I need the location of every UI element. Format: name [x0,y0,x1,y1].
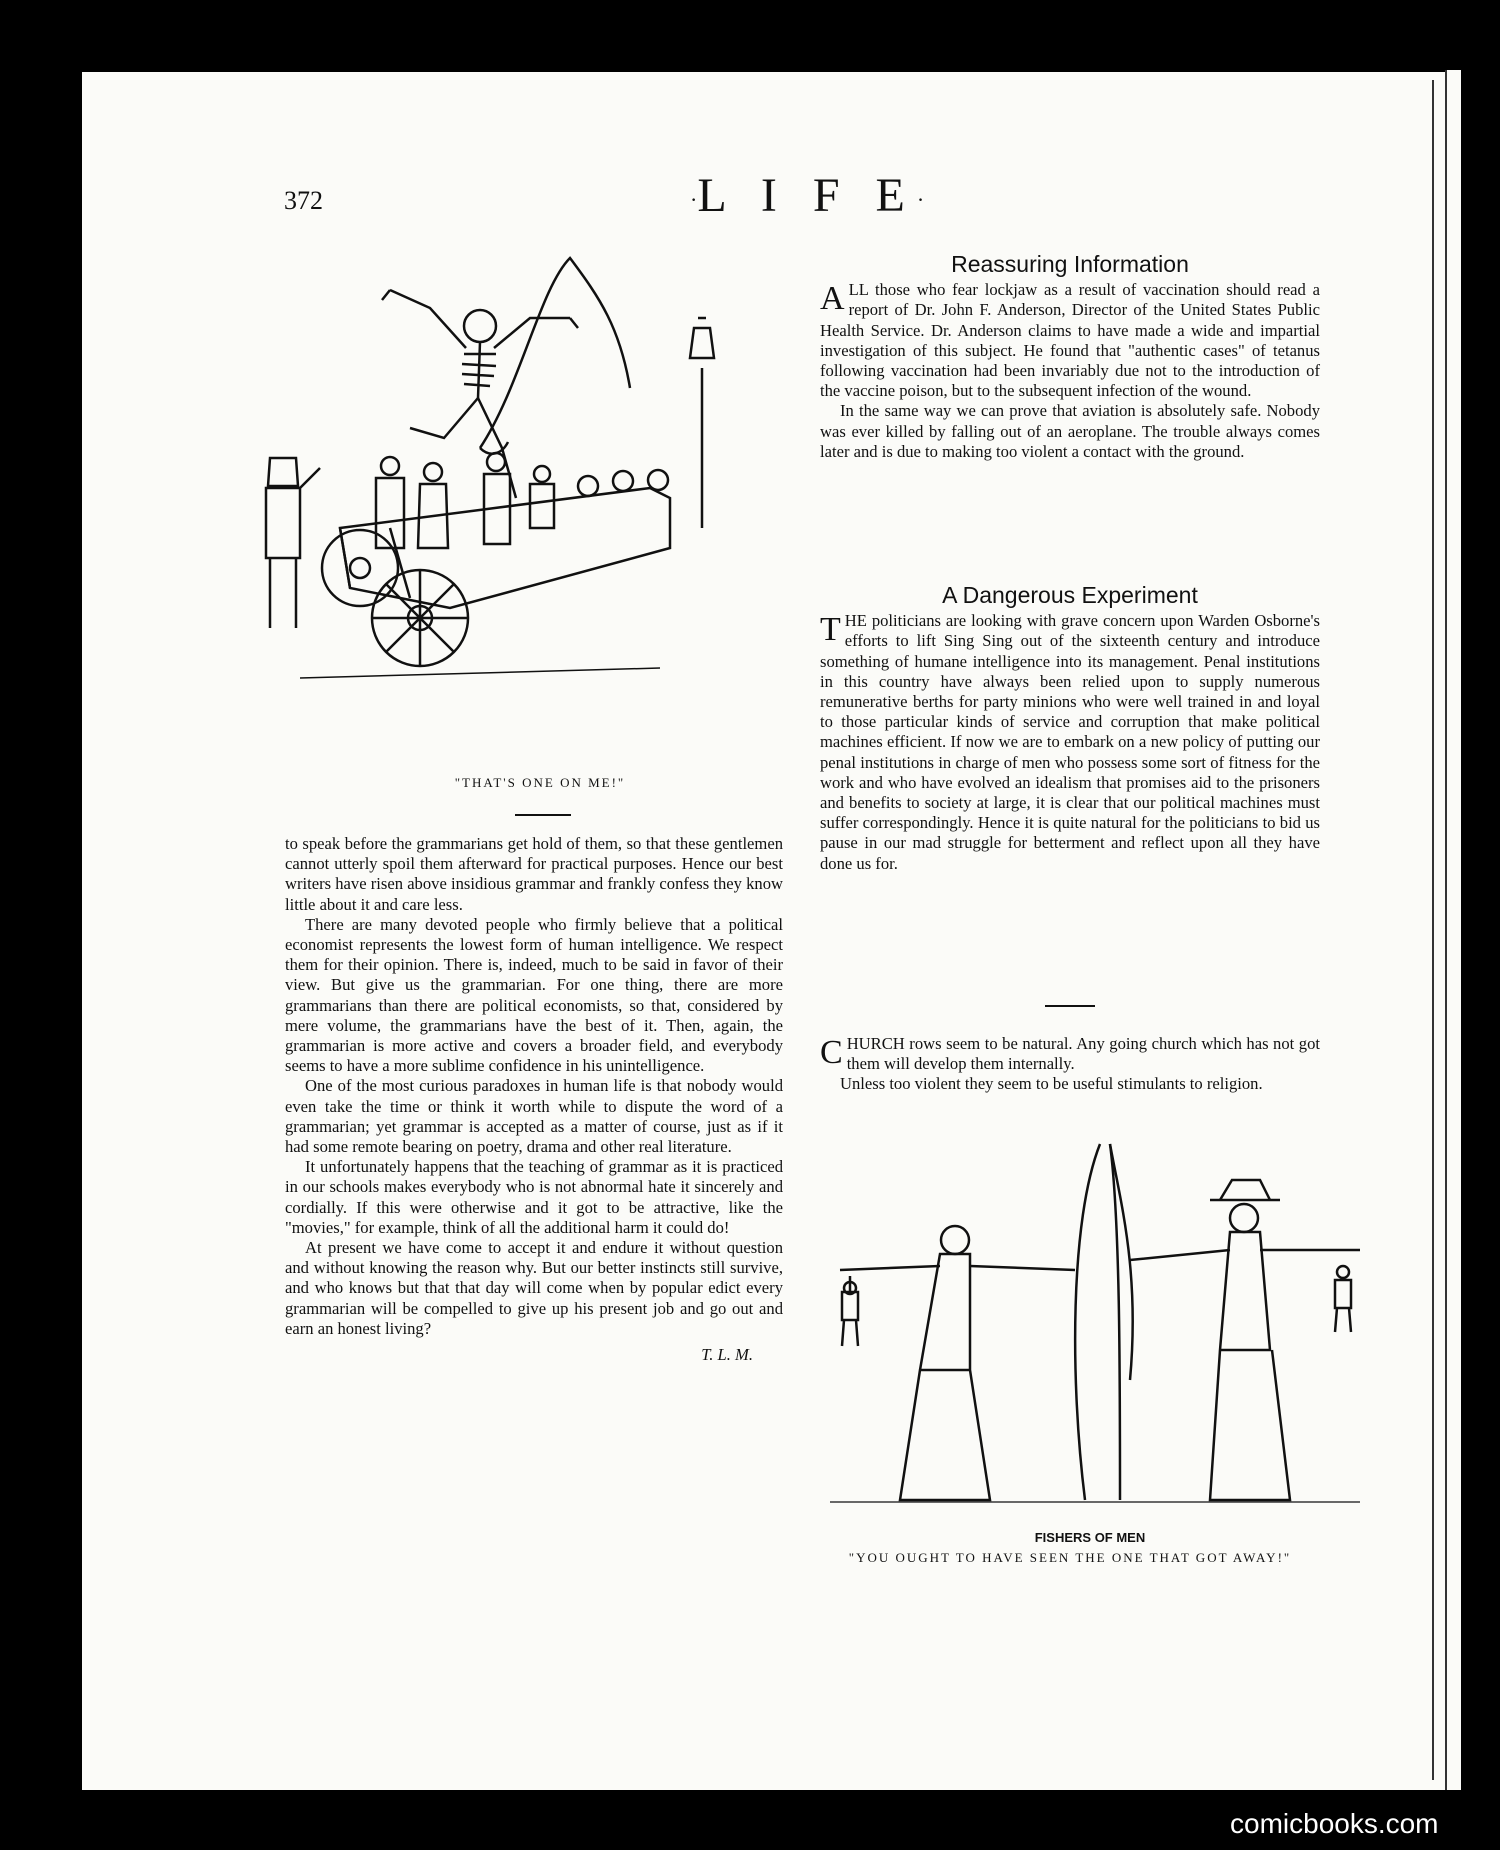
masthead-dot-left: · [690,186,698,212]
article-title: Reassuring Information [951,251,1189,277]
section-rule [1045,1005,1095,1007]
drop-cap: T [820,611,841,649]
article-reassuring [820,251,1320,462]
left-paragraph: to speak before the grammarians get hold of them, so that these gentlemen cannot utterly spoil them afterward for practical purposes. Hence our best writers have risen above insidious grammar and frankly confess they know little about it and care less. [285,834,783,914]
next-page-edge [1445,70,1461,1790]
skeleton-car-illustration [240,228,780,758]
article-church [820,1034,1320,1095]
left-paragraph: One of the most curious paradoxes in human life is that nobody would even take the time or think it worth while to dispute the word of a grammarian; yet grammar is accepted as a matter of course, just as if it had some remote bearing on poetry, drama and other real literature. [285,1076,783,1157]
masthead [690,168,924,223]
caption-rule [515,814,571,816]
masthead-dot-right: · [916,186,925,212]
top-cartoon-caption: "THAT'S ONE ON ME!" [454,775,626,790]
article-body: THE politicians are looking with grave concern upon Warden Osborne's efforts to lift Sing Sing out of the sixteenth century and introduce something of humane intelligence into its management. Penal institutions in this country have always been relied upon to supply numerous remunerative berths for party minions who were well trained in and loyal to those particular kinds of service and corruption that make political machines efficient. If now we are to embark on a new policy of putting our penal institutions in charge of men who possess some sort of fitness for the work and who have evolved an idealism that promises aid to the prisoners and benefits to society at large, it is clear that our political machines must suffer correspondingly. Hence it is quite natural for the politicians to bid us pause in our mad struggle for betterment and reflect upon all they have done us for. [820,611,1320,873]
signature: T. L. M. [701,1345,753,1365]
masthead-title: L I F E [697,169,917,222]
article-dangerous [820,582,1320,874]
left-paragraph: It unfortunately happens that the teaching of grammar as it is practiced in our schools makes everybody who is not abnormal hate it sincerely and cordially. If this were otherwise and it got to be attractive, like the "movies," for example, think of all the additional harm it could do! [285,1157,783,1237]
article-body: In the same way we can prove that aviation is absolutely safe. Nobody was ever killed by falling out of an aeroplane. The trouble always comes later and is due to making too violent a contact with the ground. [820,401,1320,461]
article-body: Unless too violent they seem to be useful stimulants to religion. [840,1074,1263,1094]
bottom-cartoon-title: FISHERS OF MEN [1034,1530,1146,1545]
watermark: comicbooks.com [1230,1808,1439,1839]
page-number: 372 [284,186,323,215]
article-body: CHURCH rows seem to be natural. Any going church which has not got them will develop them internally. [820,1034,1320,1074]
drop-cap: C [820,1034,843,1071]
fishing-women-illustration [820,1140,1380,1515]
drop-cap: A [820,280,845,318]
article-title: A Dangerous Experiment [942,582,1198,608]
bottom-cartoon-caption: "YOU OUGHT TO HAVE SEEN THE ONE THAT GOT AWAY!" [848,1550,1292,1565]
left-paragraph: At present we have come to accept it and endure it without question and without knowing the reason why. But our better instincts still survive, and who knows but that that day will come when by popular edict every grammarian will be compelled to give up his present job and go out and earn an honest living? [285,1238,783,1338]
binding-line [1432,80,1434,1780]
article-body: ALL those who fear lockjaw as a result of vaccination should read a report of Dr. John F. Anderson, Director of the United States Public Health Service. Dr. Anderson claims to have made a wide and impartial investigation of this subject. He found that "authentic cases" of tetanus following vaccination had been invariably due not to the introduction of the vaccine poison, but to the subsequent infection of the wound. [820,280,1320,401]
left-article [285,834,783,1365]
left-paragraph: There are many devoted people who firmly believe that a political economist represents the lowest form of human intelligence. We respect them for their opinion. There is, indeed, much to be said in favor of their view. But give us the grammarian. For one thing, there are more grammarians than there are political economists, so that, considered by mere volume, the grammarians have the best of it. Then, again, the grammarian is more active and covers a broader field, and everybody seems to have a more sublime confidence in his unintelligence. [285,914,783,1076]
